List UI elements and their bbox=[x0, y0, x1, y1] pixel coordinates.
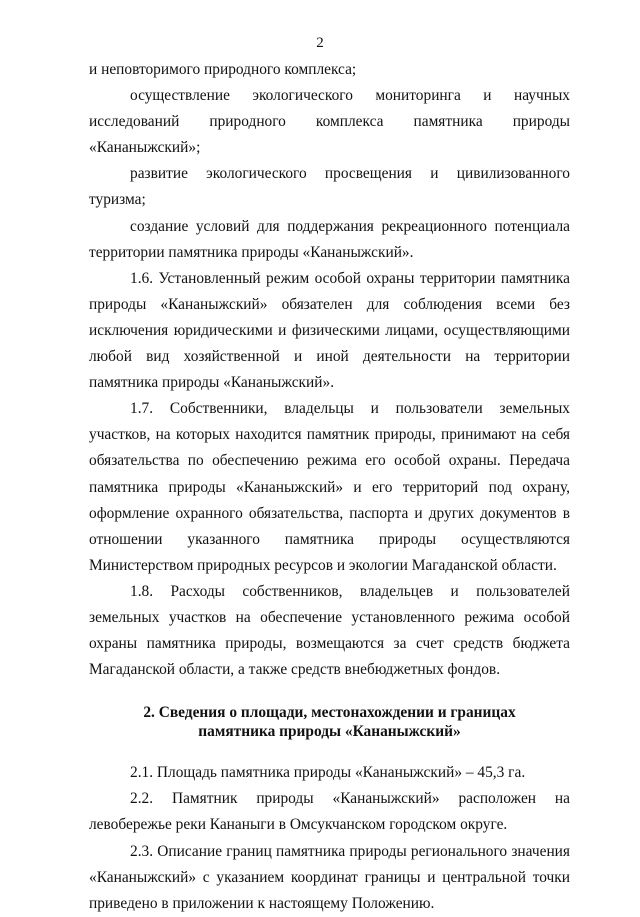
section-2-heading-line-2: памятника природы «Кананыжский» bbox=[198, 723, 461, 741]
paragraph-1-6: 1.6. Установленный режим особой охраны территории памятника природы «Кананыжский» обязателен для соблюдения всеми без исключения юридическими и физическими лицами, осуществляющими любой вид хозяйственной и иной деятельности на территории памятника природы «Кананыжский». bbox=[89, 269, 570, 392]
paragraph-2-1: 2.1. Площадь памятника природы «Кананыжский» – 45,3 га. bbox=[130, 764, 526, 782]
paragraph-2-3: 2.3. Описание границ памятника природы регионального значения «Кананыжский» с указанием координат границы и центральной точки приведено в приложении к настоящему Положению. bbox=[89, 842, 570, 912]
section-2-heading bbox=[89, 703, 570, 741]
paragraph-tourism: развитие экологического просвещения и цивилизованного туризма; bbox=[89, 165, 570, 209]
paragraph-continuation: и неповторимого природного комплекса; bbox=[89, 61, 357, 78]
document-body bbox=[89, 57, 570, 917]
paragraph-2-2: 2.2. Памятник природы «Кананыжский» расположен на левобережье реки Кананыги в Омсукчанском городском округе. bbox=[89, 790, 570, 834]
page-number: 2 bbox=[316, 35, 324, 51]
paragraph-1-8: 1.8. Расходы собственников, владельцев и пользователей земельных участков на обеспечение установленного режима особой охраны памятника природы, возмещаются за счет средств бюджета Магаданской области, а также средств внебюджетных фондов. bbox=[89, 582, 570, 679]
paragraph-monitoring: осуществление экологического мониторинга и научных исследований природного комплекса памятника природы «Кананыжский»; bbox=[89, 87, 570, 157]
section-2-heading-line-1: 2. Сведения о площади, местонахождении и границах bbox=[143, 704, 516, 722]
paragraph-1-7: 1.7. Собственники, владельцы и пользователи земельных участков, на которых находится памятник природы, принимают на себя обязательства по обеспечению режима его особой охраны. Передача памятника природы «Кананыжский» и его территорий под охрану, оформление охранного обязательства, паспорта и других документов в отношении указанного памятника природы осуществляются Министерством природных ресурсов и экологии Магаданской области. bbox=[89, 400, 570, 574]
paragraph-recreation: создание условий для поддержания рекреационного потенциала территории памятника природы «Кананыжский». bbox=[89, 217, 570, 261]
